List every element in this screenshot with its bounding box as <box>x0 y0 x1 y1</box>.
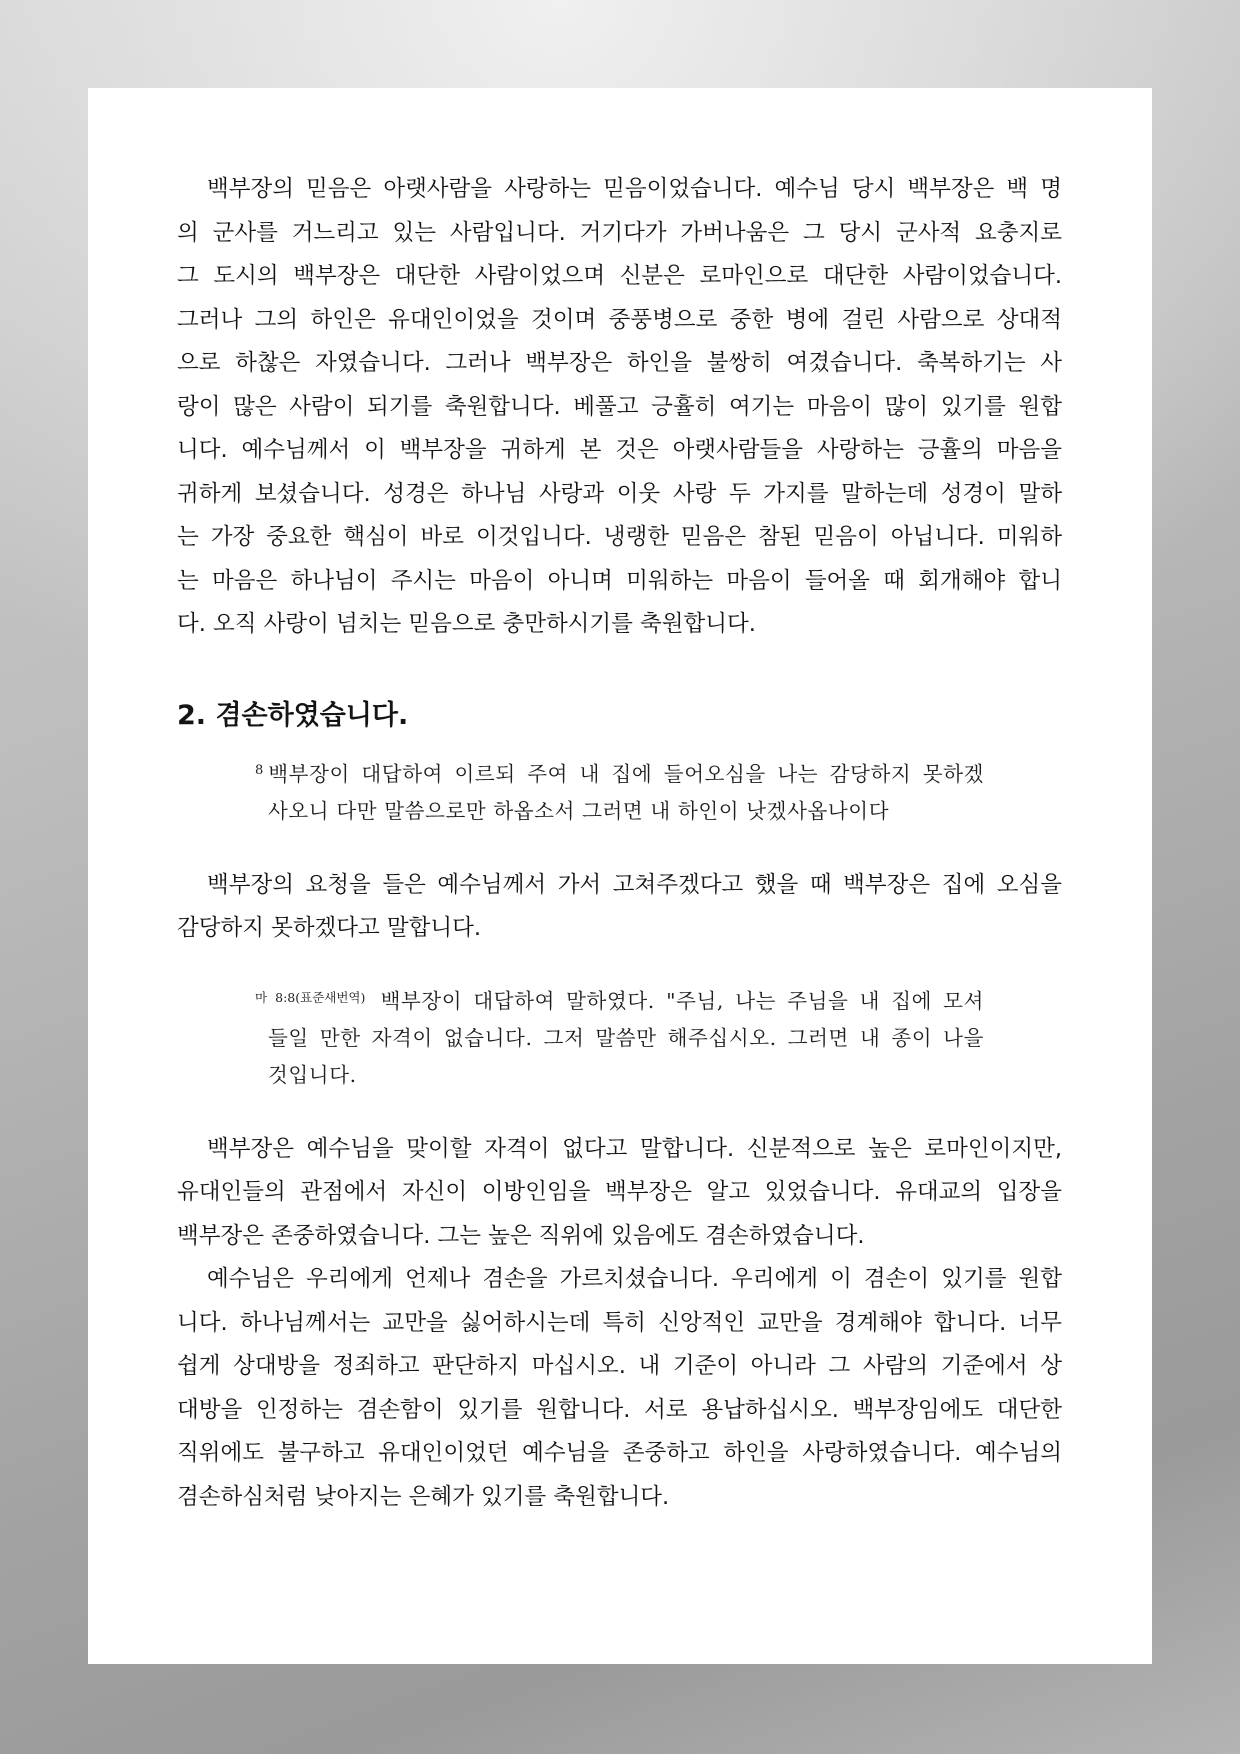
body-paragraph <box>177 168 1062 647</box>
paragraph-line: 쉽게 상대방을 정죄하고 판단하지 마십시오. 내 기준이 아니라 그 사람의 기준에서 상 <box>177 1353 1062 1380</box>
paragraph-line: 겸손하심처럼 낮아지는 은혜가 있기를 축원합니다. <box>177 1483 670 1510</box>
quote-line: 것입니다. <box>268 1063 357 1088</box>
scripture-reference: 마 8:8(표준새번역) <box>255 990 366 1006</box>
quote-line <box>255 756 984 793</box>
quote-line <box>255 983 984 1020</box>
scripture-quote <box>255 756 984 830</box>
paragraph-line: 백부장의 요청을 들은 예수님께서 가서 고쳐주겠다고 했을 때 백부장은 집에 오심을 <box>207 871 1062 898</box>
verse-number: 8 <box>255 762 264 778</box>
paragraph-line: 으로 하찮은 자였습니다. 그러나 백부장은 하인을 불쌍히 여겼습니다. 축복하기는 사 <box>177 350 1062 376</box>
paragraph-line: 그 도시의 백부장은 대단한 사람이었으며 신분은 로마인으로 대단한 사람이었습니다. <box>177 263 1062 289</box>
body-paragraph <box>177 1128 1062 1259</box>
document-page <box>88 88 1152 1664</box>
body-paragraph <box>177 864 1062 951</box>
paragraph-line: 백부장은 존중하였습니다. 그는 높은 직위에 있음에도 겸손하였습니다. <box>177 1222 865 1249</box>
paragraph-line: 다. 오직 사랑이 넘치는 믿음으로 충만하시기를 축원합니다. <box>177 611 756 637</box>
paragraph-line: 는 마음은 하나님이 주시는 마음이 아니며 미워하는 마음이 들어올 때 회개해야 합니 <box>177 567 1062 594</box>
quote-line-text: 백부장이 대답하여 말하였다. "주님, 나는 주님을 내 집에 모셔 <box>380 989 984 1014</box>
paragraph-line: 직위에도 불구하고 유대인이었던 예수님을 존중하고 하인을 사랑하였습니다. 예수님의 <box>177 1440 1062 1467</box>
body-paragraph <box>177 1258 1062 1519</box>
paragraph-line: 는 가장 중요한 핵심이 바로 이것입니다. 냉랭한 믿음은 참된 믿음이 아닙니다. 미워하 <box>177 524 1062 550</box>
paragraph-line: 의 군사를 거느리고 있는 사람입니다. 거기다가 가버나움은 그 당시 군사적 요충지로 <box>177 219 1062 246</box>
scripture-quote <box>255 983 984 1094</box>
paragraph-line: 감당하지 못하겠다고 말합니다. <box>177 915 482 942</box>
paragraph-line: 백부장은 예수님을 맞이할 자격이 없다고 말합니다. 신분적으로 높은 로마인이지만, <box>207 1135 1062 1162</box>
paragraph-line: 대방을 인정하는 겸손함이 있기를 원합니다. 서로 용납하십시오. 백부장임에도 대단한 <box>177 1396 1062 1423</box>
paragraph-line: 예수님은 우리에게 언제나 겸손을 가르치셨습니다. 우리에게 이 겸손이 있기를 원합 <box>207 1266 1062 1293</box>
paragraph-line: 유대인들의 관점에서 자신이 이방인임을 백부장은 알고 있었습니다. 유대교의 입장을 <box>177 1179 1062 1206</box>
paragraph-line: 니다. 하나님께서는 교만을 싫어하시는데 특히 신앙적인 교만을 경계해야 합니다. 너무 <box>177 1309 1062 1336</box>
paragraph-line: 귀하게 보셨습니다. 성경은 하나님 사랑과 이웃 사랑 두 가지를 말하는데 성경이 말하 <box>177 480 1062 507</box>
quote-line-text: 백부장이 대답하여 이르되 주여 내 집에 들어오심을 나는 감당하지 못하겠 <box>268 761 984 786</box>
paragraph-line: 백부장의 믿음은 아랫사람을 사랑하는 믿음이었습니다. 예수님 당시 백부장은 백 명 <box>207 176 1062 202</box>
section-heading: 2. 겸손하였습니다. <box>177 700 409 731</box>
paragraph-line: 랑이 많은 사람이 되기를 축원합니다. 베풀고 긍휼히 여기는 마음이 많이 있기를 원합 <box>177 393 1062 420</box>
paragraph-line: 그러나 그의 하인은 유대인이었을 것이며 중풍병으로 중한 병에 걸린 사람으로 상대적 <box>177 306 1062 333</box>
quote-line: 들일 만한 자격이 없습니다. 그저 말씀만 해주십시오. 그러면 내 종이 나을 <box>268 1026 984 1051</box>
quote-line: 사오니 다만 말씀으로만 하옵소서 그러면 내 하인이 낫겠사옵나이다 <box>268 798 890 823</box>
paragraph-line: 니다. 예수님께서 이 백부장을 귀하게 본 것은 아랫사람들을 사랑하는 긍휼의 마음을 <box>177 437 1062 463</box>
